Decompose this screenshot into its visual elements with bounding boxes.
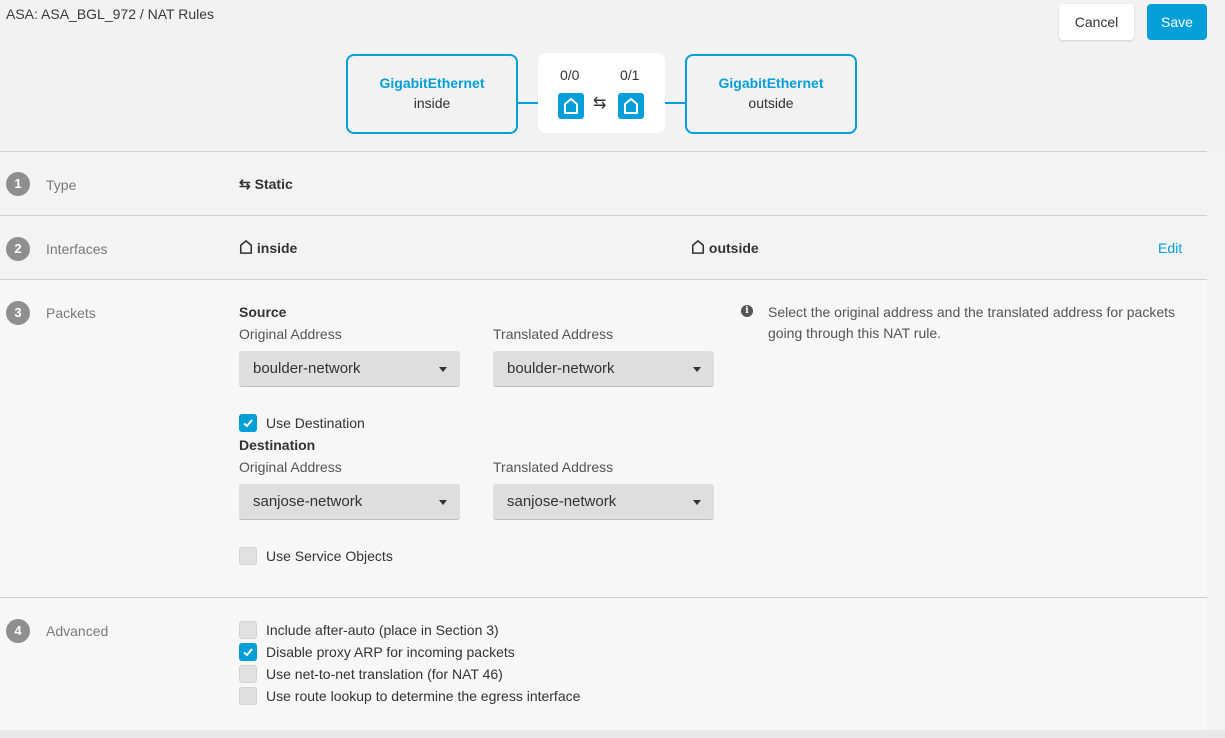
save-button[interactable]: Save (1147, 4, 1207, 40)
port-panel (538, 53, 665, 133)
use-service-objects-checkbox[interactable] (239, 547, 257, 565)
source-translated-label: Translated Address (493, 326, 614, 342)
section-label: Advanced (46, 623, 109, 639)
source-interface-value (239, 240, 297, 256)
step-badge: 1 (6, 172, 30, 196)
destination-interface-name: GigabitEthernet (718, 75, 824, 91)
net-to-net-checkbox[interactable] (239, 665, 257, 683)
route-lookup-checkbox[interactable] (239, 687, 257, 705)
destination-interface-text: outside (708, 240, 759, 256)
advanced-option-label: Include after-auto (place in Section 3) (266, 622, 499, 638)
destination-translated-label: Translated Address (493, 459, 614, 475)
step-badge: 3 (6, 301, 30, 325)
left-port-label: 0/0 (560, 67, 580, 83)
page-footer-strip (0, 730, 1225, 738)
check-icon (242, 417, 254, 429)
use-destination-label: Use Destination (266, 415, 365, 431)
destination-heading: Destination (239, 437, 316, 453)
edit-interfaces-link[interactable]: Edit (1158, 240, 1183, 256)
source-heading: Source (239, 304, 287, 320)
select-value: sanjose-network (253, 493, 363, 510)
nat-type-text: Static (254, 176, 293, 192)
section-label: Packets (46, 305, 96, 321)
destination-interface-box (685, 54, 857, 134)
step-badge: 4 (6, 619, 30, 643)
source-original-select[interactable] (239, 351, 460, 387)
interface-house-icon (691, 240, 705, 254)
use-service-objects-label: Use Service Objects (266, 548, 393, 564)
section-label: Type (46, 177, 77, 193)
section-interfaces (0, 215, 1207, 279)
source-interface-name: GigabitEthernet (379, 75, 485, 91)
ethernet-port-icon (618, 93, 644, 119)
section-label: Interfaces (46, 241, 108, 257)
packets-help-text: Select the original address and the translated address for packets going through this NAT rule. (768, 304, 1176, 341)
section-advanced (0, 597, 1207, 730)
include-after-auto-checkbox[interactable] (239, 621, 257, 639)
select-value: sanjose-network (507, 493, 617, 510)
destination-interface-value (691, 240, 759, 256)
breadcrumb: ASA: ASA_BGL_972 / NAT Rules (6, 6, 215, 22)
source-interface-zone: inside (413, 95, 451, 111)
info-icon: i (741, 305, 753, 317)
right-port-label: 0/1 (620, 67, 640, 83)
advanced-option-label: Disable proxy ARP for incoming packets (266, 644, 515, 660)
header-area (0, 0, 1225, 152)
source-translated-select[interactable] (493, 351, 714, 387)
source-original-label: Original Address (239, 326, 342, 342)
chevron-down-icon (439, 500, 447, 505)
swap-arrows-icon: ⇆ (593, 95, 607, 112)
select-value: boulder-network (253, 360, 361, 377)
ethernet-port-icon (558, 93, 584, 119)
chevron-down-icon (439, 367, 447, 372)
disable-proxy-arp-checkbox[interactable] (239, 643, 257, 661)
source-interface-box (346, 54, 518, 134)
section-type (0, 151, 1207, 215)
step-badge: 2 (6, 237, 30, 261)
advanced-option-label: Use route lookup to determine the egress interface (266, 688, 581, 704)
select-value: boulder-network (507, 360, 615, 377)
cancel-button[interactable]: Cancel (1059, 4, 1134, 40)
advanced-option-label: Use net-to-net translation (for NAT 46) (266, 666, 503, 682)
source-interface-text: inside (256, 240, 298, 256)
chevron-down-icon (693, 500, 701, 505)
interface-house-icon (239, 240, 253, 254)
chevron-down-icon (693, 367, 701, 372)
check-icon (242, 646, 254, 658)
use-destination-checkbox[interactable] (239, 414, 257, 432)
swap-arrows-icon: ⇆ (239, 176, 251, 192)
destination-translated-select[interactable] (493, 484, 714, 520)
nat-type-value (239, 176, 293, 193)
destination-interface-zone: outside (748, 95, 794, 111)
destination-original-select[interactable] (239, 484, 460, 520)
destination-original-label: Original Address (239, 459, 342, 475)
